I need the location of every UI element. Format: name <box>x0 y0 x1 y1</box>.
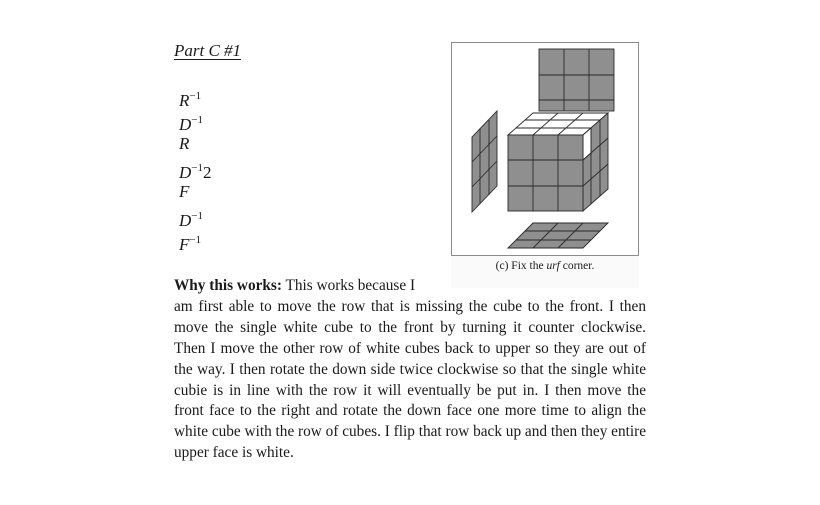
caption-text: corner. <box>559 260 595 272</box>
move-exponent: −1 <box>191 162 203 174</box>
move-repeat: 2 <box>203 163 212 182</box>
explanation-first-line <box>174 276 464 297</box>
move-step <box>179 132 212 156</box>
cube-figure <box>451 42 639 256</box>
move-step <box>179 108 212 132</box>
section-heading: Part C #1 <box>174 41 242 60</box>
explanation-body: am first able to move the row that is missing the cube to the front. I then move the single white cube to the front by turning it counter clockwise. Then I move the other row of white cubes back to upper so they are out of the way. I then rotate the down side twice clockwise so that the single white cubie is in line with the row it will eventually be put in. I then move the front face to the right and rotate the down face one more time to align the white cube with the row of cubes. I flip that row back up and then they entire upper face is white. <box>174 297 646 462</box>
move-face: R <box>179 134 190 153</box>
move-exponent: −1 <box>189 90 202 102</box>
move-face: D <box>179 163 192 182</box>
move-face: D <box>179 115 192 134</box>
move-face: D <box>179 211 192 230</box>
move-step <box>179 156 212 180</box>
move-step <box>179 204 212 228</box>
caption-text: (c) Fix the <box>495 260 547 272</box>
move-exponent: −1 <box>191 210 203 222</box>
caption-math: urf <box>546 260 560 272</box>
explanation-label: Why this works: <box>174 277 282 294</box>
move-face: R <box>179 91 190 110</box>
explanation-lead: This works because I <box>281 277 416 294</box>
move-step <box>179 84 212 108</box>
figure-caption <box>451 260 639 272</box>
rubiks-cube-diagram-icon <box>452 43 638 255</box>
move-sequence <box>179 84 212 252</box>
move-exponent: −1 <box>189 234 202 246</box>
move-step <box>179 180 212 204</box>
move-exponent: −1 <box>191 114 203 126</box>
explanation-paragraph <box>174 276 646 464</box>
move-step <box>179 228 212 252</box>
move-face: F <box>179 182 190 201</box>
move-face: F <box>179 235 190 254</box>
